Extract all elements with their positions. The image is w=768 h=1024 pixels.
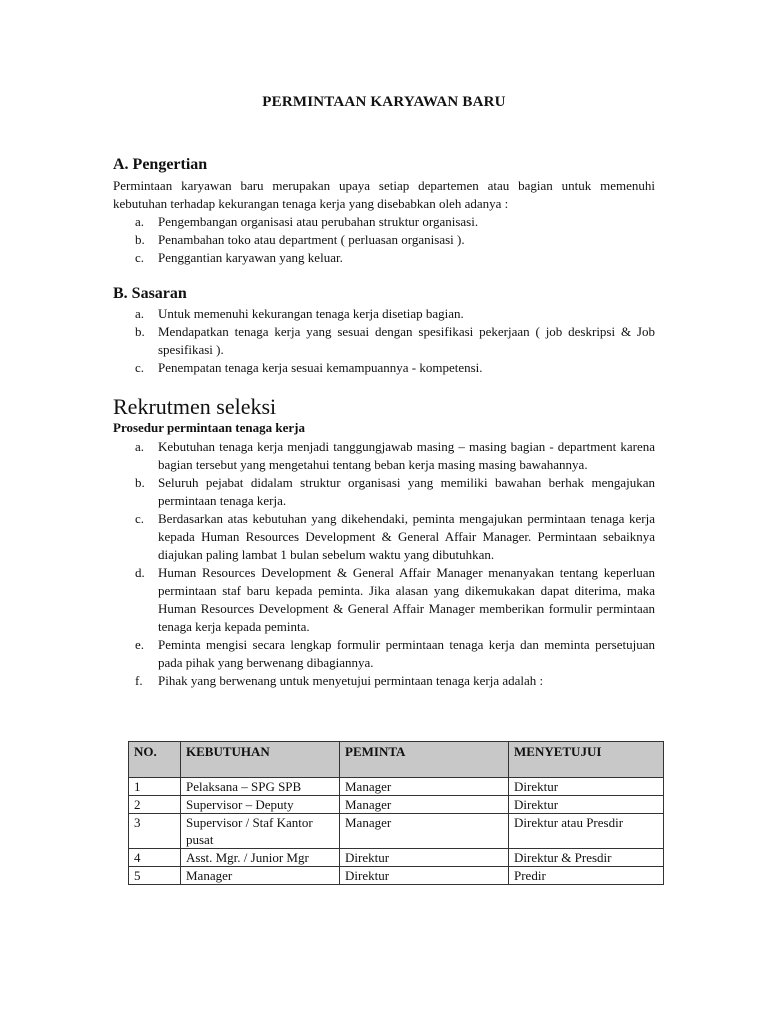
list-item-text: Seluruh pejabat didalam struktur organisasi yang memiliki bawahan berhak mengajukan permintaan tenaga kerja. bbox=[158, 475, 655, 508]
table-cell: 1 bbox=[129, 778, 181, 796]
list-item bbox=[113, 474, 655, 510]
table-cell: Manager bbox=[181, 867, 340, 885]
list-item bbox=[113, 231, 655, 249]
list-item-text: Pihak yang berwenang untuk menyetujui permintaan tenaga kerja adalah : bbox=[158, 673, 544, 688]
rekrutmen-heading: Rekrutmen seleksi bbox=[113, 394, 277, 419]
section-a-intro: Permintaan karyawan baru merupakan upaya setiap departemen atau bagian untuk memenuhi kebutuhan terhadap kekurangan tenaga kerja yang disebabkan oleh adanya : bbox=[113, 178, 655, 211]
list-item-text: Kebutuhan tenaga kerja menjadi tanggungjawab masing – masing bagian - department karena bagian tersebut yang mengetahui tentang beban kerja masing masing bawahannya. bbox=[158, 439, 655, 472]
list-marker: e. bbox=[135, 637, 145, 652]
list-marker: a. bbox=[135, 439, 145, 454]
table-row bbox=[129, 814, 664, 849]
section-a-heading: A. Pengertian bbox=[113, 156, 208, 173]
table-cell: Direktur atau Presdir bbox=[509, 814, 664, 849]
list-item-text: Penggantian karyawan yang keluar. bbox=[158, 250, 343, 265]
table-cell: Direktur bbox=[509, 778, 664, 796]
table-cell: 3 bbox=[129, 814, 181, 849]
list-item bbox=[113, 438, 655, 474]
table-cell: Direktur bbox=[340, 849, 509, 867]
section-b-list bbox=[113, 305, 655, 377]
list-item bbox=[113, 636, 655, 672]
list-marker: c. bbox=[135, 360, 145, 375]
list-item-text: Penempatan tenaga kerja sesuai kemampuannya - kompetensi. bbox=[158, 360, 483, 375]
table-row bbox=[129, 849, 664, 867]
list-item bbox=[113, 249, 655, 267]
list-marker: d. bbox=[135, 565, 145, 580]
list-marker: b. bbox=[135, 475, 145, 490]
list-item-text: Human Resources Development & General Affair Manager menanyakan tentang keperluan permintaan staf baru kepada peminta. Jika alasan yang dikemukakan dapat diterima, maka Human Resources Development & General Affair Manager memberikan formulir permintaan tenaga kerja kepada peminta. bbox=[158, 565, 655, 634]
list-marker: a. bbox=[135, 306, 145, 321]
table-cell: Manager bbox=[340, 814, 509, 849]
table-cell: Manager bbox=[340, 796, 509, 814]
table-row bbox=[129, 778, 664, 796]
list-marker: a. bbox=[135, 214, 145, 229]
table-cell: 2 bbox=[129, 796, 181, 814]
list-marker: b. bbox=[135, 232, 145, 247]
table-row bbox=[129, 796, 664, 814]
list-item-text: Penambahan toko atau department ( perluasan organisasi ). bbox=[158, 232, 465, 247]
table-cell: Direktur bbox=[340, 867, 509, 885]
approval-table bbox=[128, 741, 664, 885]
header-peminta: PEMINTA bbox=[340, 742, 509, 778]
header-menyetujui: MENYETUJUI bbox=[509, 742, 664, 778]
list-marker: f. bbox=[135, 673, 143, 688]
header-kebutuhan: KEBUTUHAN bbox=[181, 742, 340, 778]
list-item bbox=[113, 323, 655, 359]
header-no: NO. bbox=[129, 742, 181, 778]
table-cell: Predir bbox=[509, 867, 664, 885]
table-cell: Direktur & Presdir bbox=[509, 849, 664, 867]
section-b-heading: B. Sasaran bbox=[113, 285, 187, 302]
section-a-list bbox=[113, 213, 655, 267]
table-header-row bbox=[129, 742, 664, 778]
table-cell: 5 bbox=[129, 867, 181, 885]
list-item bbox=[113, 510, 655, 564]
list-item-text: Peminta mengisi secara lengkap formulir permintaan tenaga kerja dan meminta persetujuan pada pihak yang berwenang dibagiannya. bbox=[158, 637, 655, 670]
rekrutmen-subheading: Prosedur permintaan tenaga kerja bbox=[113, 420, 305, 435]
list-marker: c. bbox=[135, 250, 145, 265]
table-cell: Direktur bbox=[509, 796, 664, 814]
table-cell: Asst. Mgr. / Junior Mgr bbox=[181, 849, 340, 867]
table-cell: Pelaksana – SPG SPB bbox=[181, 778, 340, 796]
table-cell: Manager bbox=[340, 778, 509, 796]
list-item-text: Pengembangan organisasi atau perubahan struktur organisasi. bbox=[158, 214, 479, 229]
list-item bbox=[113, 305, 655, 323]
list-marker: c. bbox=[135, 511, 145, 526]
list-marker: b. bbox=[135, 324, 145, 339]
table-cell: 4 bbox=[129, 849, 181, 867]
list-item-text: Berdasarkan atas kebutuhan yang dikehendaki, peminta mengajukan permintaan tenaga kerja kepada Human Resources Development & General Affair Manager. Permintaan sebaiknya diajukan paling lambat 1 bulan sebelum waktu yang dibutuhkan. bbox=[158, 511, 655, 562]
table-row bbox=[129, 867, 664, 885]
rekrutmen-list bbox=[113, 438, 655, 690]
list-item-text: Mendapatkan tenaga kerja yang sesuai dengan spesifikasi pekerjaan ( job deskripsi & Job spesifikasi ). bbox=[158, 324, 655, 357]
list-item bbox=[113, 672, 655, 690]
table-cell: Supervisor / Staf Kantor pusat bbox=[181, 814, 340, 849]
list-item bbox=[113, 213, 655, 231]
table-cell: Supervisor – Deputy bbox=[181, 796, 340, 814]
document-title: PERMINTAAN KARYAWAN BARU bbox=[262, 94, 506, 110]
list-item-text: Untuk memenuhi kekurangan tenaga kerja disetiap bagian. bbox=[158, 306, 464, 321]
list-item bbox=[113, 564, 655, 636]
list-item bbox=[113, 359, 655, 377]
